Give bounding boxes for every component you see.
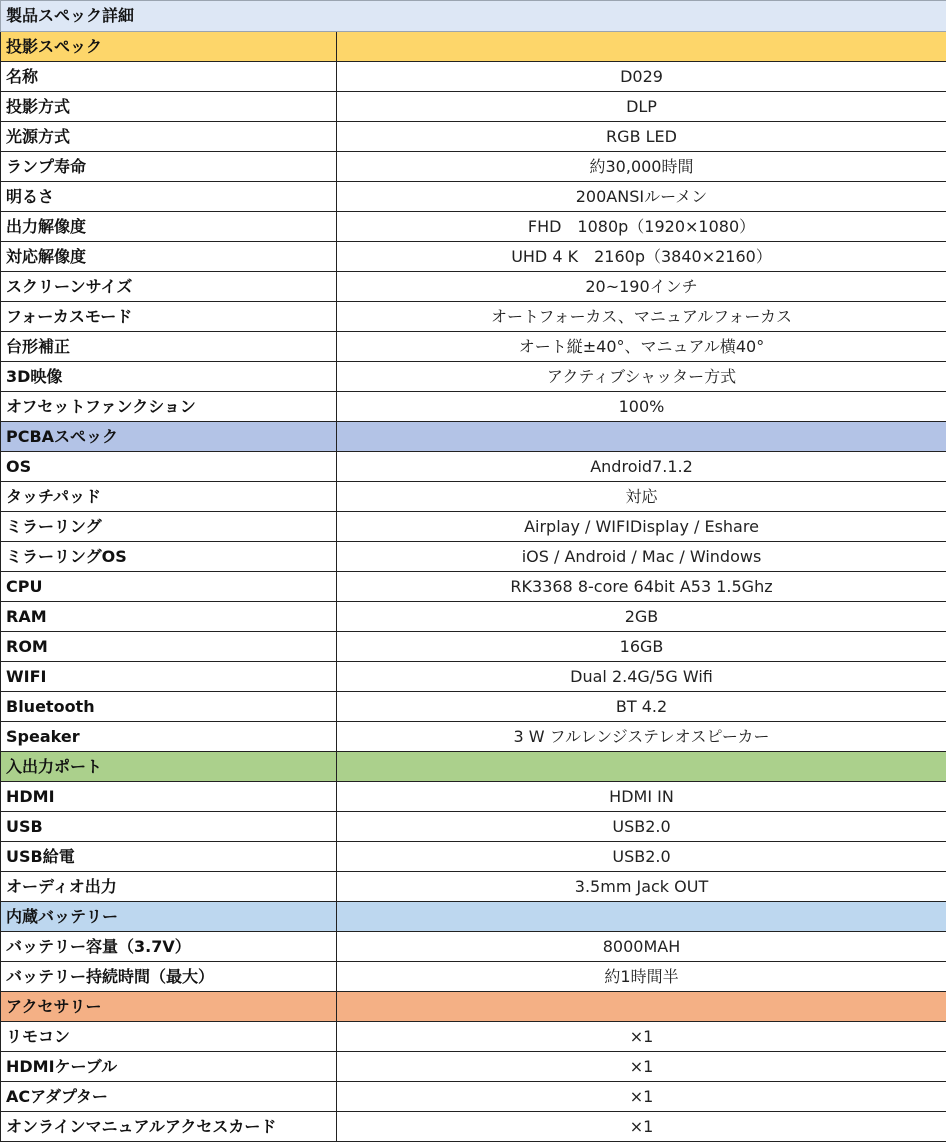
spec-value: 16GB	[337, 632, 946, 662]
spec-label: バッテリー容量（3.7V）	[1, 932, 337, 962]
table-row	[1, 332, 946, 362]
section-header-label: 入出力ポート	[1, 752, 337, 782]
spec-label: 台形補正	[1, 332, 337, 362]
table-row	[1, 452, 946, 482]
spec-value: Android7.1.2	[337, 452, 946, 482]
table-row	[1, 212, 946, 242]
spec-label: バッテリー持続時間（最大）	[1, 962, 337, 992]
section-header-fill	[337, 32, 946, 62]
section-header-fill	[337, 752, 946, 782]
spec-label: HDMIケーブル	[1, 1052, 337, 1082]
spec-label: ACアダプター	[1, 1082, 337, 1112]
spec-value: iOS / Android / Mac / Windows	[337, 542, 946, 572]
spec-value: ×1	[337, 1082, 946, 1112]
table-row	[1, 962, 946, 992]
table-row	[1, 1022, 946, 1052]
table-row	[1, 602, 946, 632]
spec-label: オフセットファンクション	[1, 392, 337, 422]
table-row	[1, 242, 946, 272]
table-row	[1, 1052, 946, 1082]
section-header-label: PCBAスペック	[1, 422, 337, 452]
table-row	[1, 1112, 946, 1142]
spec-value: Dual 2.4G/5G Wifi	[337, 662, 946, 692]
spec-label: ランプ寿命	[1, 152, 337, 182]
spec-label: WIFI	[1, 662, 337, 692]
spec-label: 名称	[1, 62, 337, 92]
spec-value: 2GB	[337, 602, 946, 632]
spec-value: DLP	[337, 92, 946, 122]
spec-value: 100%	[337, 392, 946, 422]
spec-value: 約30,000時間	[337, 152, 946, 182]
spec-value: ×1	[337, 1052, 946, 1082]
table-row	[1, 392, 946, 422]
spec-label: Speaker	[1, 722, 337, 752]
spec-label: タッチパッド	[1, 482, 337, 512]
section-header-label: 内蔵バッテリー	[1, 902, 337, 932]
table-row	[1, 482, 946, 512]
spec-value: UHD 4 K 2160p（3840×2160）	[337, 242, 946, 272]
spec-label: オーディオ出力	[1, 872, 337, 902]
spec-label: 3D映像	[1, 362, 337, 392]
spec-label: Bluetooth	[1, 692, 337, 722]
section-header-row	[1, 752, 946, 782]
spec-label: RAM	[1, 602, 337, 632]
spec-value: 20~190インチ	[337, 272, 946, 302]
spec-value: USB2.0	[337, 812, 946, 842]
table-row	[1, 692, 946, 722]
section-header-label: 投影スペック	[1, 32, 337, 62]
spec-value: 対応	[337, 482, 946, 512]
spec-label: 投影方式	[1, 92, 337, 122]
spec-label: リモコン	[1, 1022, 337, 1052]
spec-value: HDMI IN	[337, 782, 946, 812]
table-row	[1, 272, 946, 302]
spec-value: ×1	[337, 1022, 946, 1052]
section-header-row	[1, 992, 946, 1022]
spec-label: 光源方式	[1, 122, 337, 152]
table-row	[1, 662, 946, 692]
spec-label: ミラーリングOS	[1, 542, 337, 572]
spec-value: USB2.0	[337, 842, 946, 872]
table-row	[1, 512, 946, 542]
spec-value: D029	[337, 62, 946, 92]
spec-label: ミラーリング	[1, 512, 337, 542]
section-header-fill	[337, 422, 946, 452]
spec-value: Airplay / WIFIDisplay / Eshare	[337, 512, 946, 542]
table-row	[1, 362, 946, 392]
section-header-row	[1, 422, 946, 452]
table-row	[1, 302, 946, 332]
spec-label: 出力解像度	[1, 212, 337, 242]
spec-value: オート縦±40°、マニュアル横40°	[337, 332, 946, 362]
spec-value: FHD 1080p（1920×1080）	[337, 212, 946, 242]
spec-label: USB給電	[1, 842, 337, 872]
table-row	[1, 182, 946, 212]
spec-value: 8000MAH	[337, 932, 946, 962]
spec-value: 約1時間半	[337, 962, 946, 992]
spec-label: CPU	[1, 572, 337, 602]
table-row	[1, 932, 946, 962]
spec-label: ROM	[1, 632, 337, 662]
table-title: 製品スペック詳細	[1, 1, 946, 32]
table-row	[1, 92, 946, 122]
spec-value: 200ANSIルーメン	[337, 182, 946, 212]
table-row	[1, 782, 946, 812]
table-row	[1, 632, 946, 662]
spec-value: RGB LED	[337, 122, 946, 152]
table-row	[1, 572, 946, 602]
section-header-row	[1, 32, 946, 62]
table-row	[1, 152, 946, 182]
title-row	[1, 1, 946, 32]
spec-label: 明るさ	[1, 182, 337, 212]
spec-value: ×1	[337, 1112, 946, 1142]
spec-label: OS	[1, 452, 337, 482]
table-row	[1, 122, 946, 152]
table-row	[1, 1082, 946, 1112]
spec-value: オートフォーカス、マニュアルフォーカス	[337, 302, 946, 332]
section-header-fill	[337, 992, 946, 1022]
spec-table-body	[1, 1, 946, 1142]
table-row	[1, 722, 946, 752]
table-row	[1, 842, 946, 872]
spec-value: 3 W フルレンジステレオスピーカー	[337, 722, 946, 752]
spec-value: アクティブシャッター方式	[337, 362, 946, 392]
spec-label: オンラインマニュアルアクセスカード	[1, 1112, 337, 1142]
table-row	[1, 542, 946, 572]
section-header-row	[1, 902, 946, 932]
spec-label: スクリーンサイズ	[1, 272, 337, 302]
spec-value: 3.5mm Jack OUT	[337, 872, 946, 902]
section-header-fill	[337, 902, 946, 932]
spec-value: RK3368 8-core 64bit A53 1.5Ghz	[337, 572, 946, 602]
spec-label: HDMI	[1, 782, 337, 812]
table-row	[1, 812, 946, 842]
spec-label: フォーカスモード	[1, 302, 337, 332]
spec-value: BT 4.2	[337, 692, 946, 722]
table-row	[1, 62, 946, 92]
spec-label: USB	[1, 812, 337, 842]
spec-label: 対応解像度	[1, 242, 337, 272]
table-row	[1, 872, 946, 902]
section-header-label: アクセサリー	[1, 992, 337, 1022]
